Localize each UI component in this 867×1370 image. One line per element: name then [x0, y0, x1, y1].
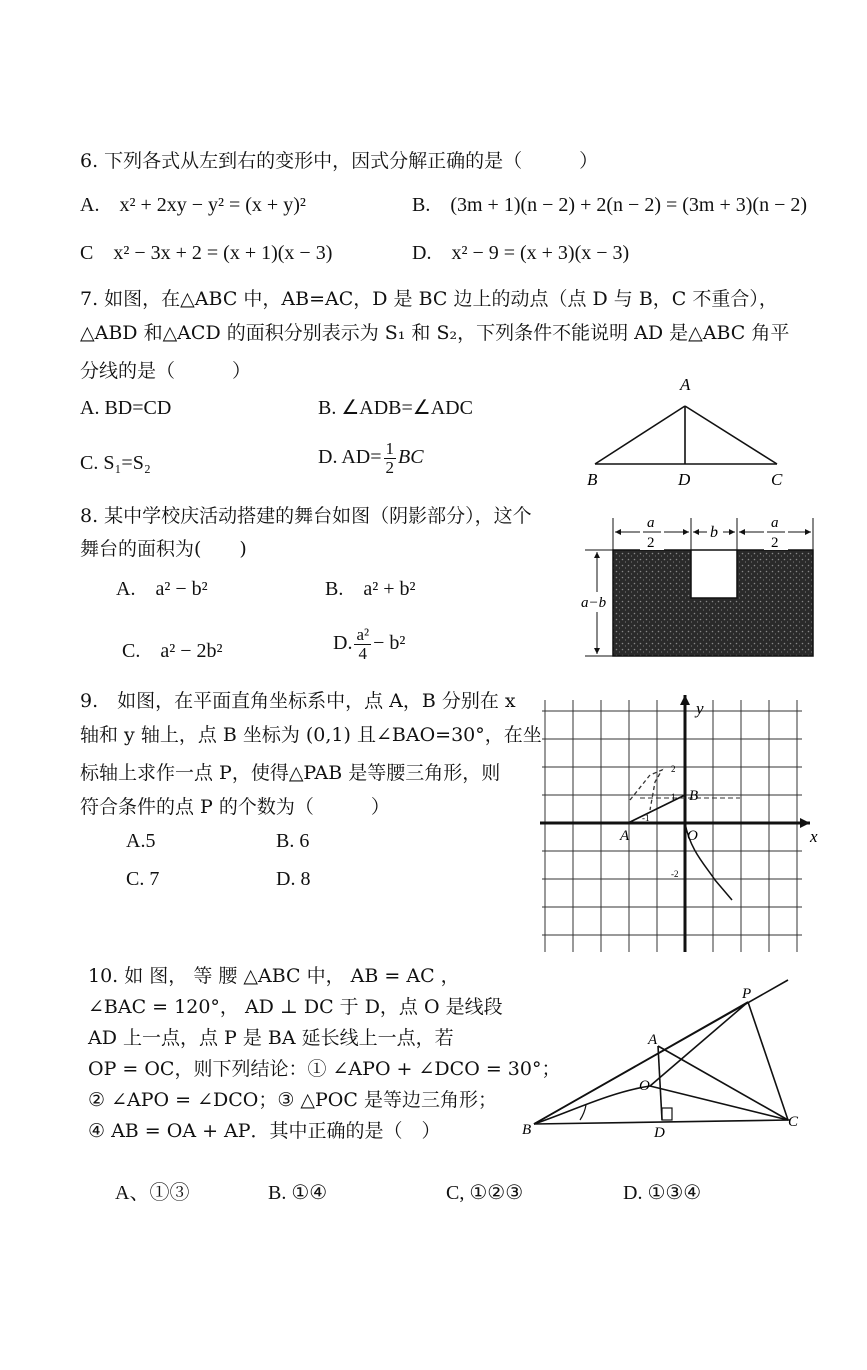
q9-label-a: A — [620, 828, 630, 844]
q7-label-a: A — [680, 375, 691, 394]
q8-dim-a-num-right: a — [771, 515, 779, 531]
q10-label-c: C — [788, 1114, 799, 1130]
q8-dim-a-minus-b: a−b — [581, 595, 607, 611]
q6-option-d: D. x² − 9 = (x + 3)(x − 3) — [412, 242, 630, 264]
q9-stem-line3: 标轴上求作一点 P，使得△PAB 是等腰三角形，则 — [80, 762, 501, 784]
q10-stem-line5: ② ∠APO = ∠DCO；③ △POC 是等边三角形； — [88, 1089, 497, 1111]
q7-option-d: D. AD= $\frac{1}{2}$ BC — [318, 439, 424, 477]
q8-option-a: A. a² − b² — [116, 578, 208, 600]
q8-dim-a-den-left: 2 — [647, 535, 655, 551]
q9-option-b: B. 6 — [276, 830, 310, 852]
q8-option-b: B. a² + b² — [325, 578, 416, 600]
q9-stem-line1: 9. 如图，在平面直角坐标系中，点 A，B 分别在 x — [80, 690, 516, 712]
q7-label-b: B — [587, 470, 598, 489]
q7-stem-line2: △ABD 和△ACD 的面积分别表示为 S₁ 和 S₂，下列条件不能说明 AD 是△ABC 角平 — [80, 322, 790, 344]
q6-stem: 6. 下列各式从左到右的变形中，因式分解正确的是（ ） — [80, 150, 599, 172]
q8-option-d: D. $\frac{\text{a²}}{4}$ − b² — [333, 625, 406, 663]
q9-stem-line4: 符合条件的点 P 的个数为（ ） — [80, 796, 390, 818]
q7-stem-line3: 分线的是（ ） — [80, 360, 252, 382]
q8-stem-line2: 舞台的面积为( ) — [80, 538, 247, 560]
q9-tick-minus-1: -1 — [642, 813, 650, 823]
q8-stem-line1: 8. 某中学校庆活动搭建的舞台如图（阴影部分），这个 — [80, 505, 532, 527]
q8-stage-figure — [581, 510, 825, 665]
q9-option-a: A.5 — [126, 830, 156, 852]
q7-triangle-figure — [585, 370, 800, 495]
q9-coordinate-figure — [540, 690, 820, 952]
q10-label-p: P — [742, 986, 752, 1002]
q9-option-d: D. 8 — [276, 868, 311, 890]
q9-option-c: C. 7 — [126, 868, 160, 890]
q10-label-b: B — [522, 1122, 532, 1138]
q9-axis-y-label: y — [696, 699, 704, 718]
q8-option-c: C. a² − 2b² — [122, 640, 223, 662]
q10-option-a: A、①③ — [115, 1182, 190, 1204]
q6-option-b: B. (3m + 1)(n − 2) + 2(n − 2) = (3m + 3)(n − 2) — [412, 194, 808, 216]
q8-dim-a-den-right: 2 — [771, 535, 779, 551]
q7-label-d: D — [678, 470, 691, 489]
q10-label-o: O — [639, 1078, 650, 1094]
q10-option-d: D. ①③④ — [623, 1182, 702, 1204]
q9-tick-2: 2 — [671, 764, 676, 774]
q10-label-a: A — [648, 1032, 658, 1048]
q9-label-b: B — [689, 788, 699, 804]
q6-option-c: C x² − 3x + 2 = (x + 1)(x − 3) — [80, 242, 333, 264]
q10-stem-line6: ④ AB = OA + AP．其中正确的是（ ） — [88, 1120, 441, 1142]
q9-tick-1: 1 — [671, 792, 676, 802]
q10-label-d: D — [654, 1125, 665, 1141]
q10-option-c: C, ①②③ — [446, 1182, 524, 1204]
q7-option-b: B. ∠ADB=∠ADC — [318, 397, 473, 419]
q10-stem-line3: AD 上一点，点 P 是 BA 延长线上一点，若 — [88, 1027, 454, 1049]
q8-dim-a-num-left: a — [647, 515, 655, 531]
q10-stem-line4: OP = OC，则下列结论：① ∠APO + ∠DCO = 30°； — [88, 1058, 561, 1080]
q9-axis-x-label: x — [810, 827, 818, 846]
q9-label-o: O — [687, 828, 698, 844]
q8-dim-b: b — [710, 524, 718, 541]
q9-tick-minus-2: -2 — [671, 869, 679, 879]
q6-option-a: A. x² + 2xy − y² = (x + y)² — [80, 194, 306, 216]
q10-geometry-figure — [520, 972, 820, 1142]
q7-option-a: A. BD=CD — [80, 397, 172, 419]
q10-option-b: B. ①④ — [268, 1182, 328, 1204]
q10-stem-line1: 10. 如 图， 等 腰 △ABC 中， AB = AC ， — [88, 965, 460, 987]
q10-stem-line2: ∠BAC = 120°， AD ⊥ DC 于 D，点 O 是线段 — [88, 996, 503, 1018]
q7-stem-line1: 7. 如图，在△ABC 中，AB=AC，D 是 BC 边上的动点（点 D 与 B，C 不重合）， — [80, 288, 778, 310]
q7-label-c: C — [771, 470, 783, 489]
q9-stem-line2: 轴和 y 轴上，点 B 坐标为 (0,1) 且∠BAO=30°，在坐 — [80, 724, 542, 746]
q7-option-c: C. S₁=S₂ — [80, 452, 151, 474]
